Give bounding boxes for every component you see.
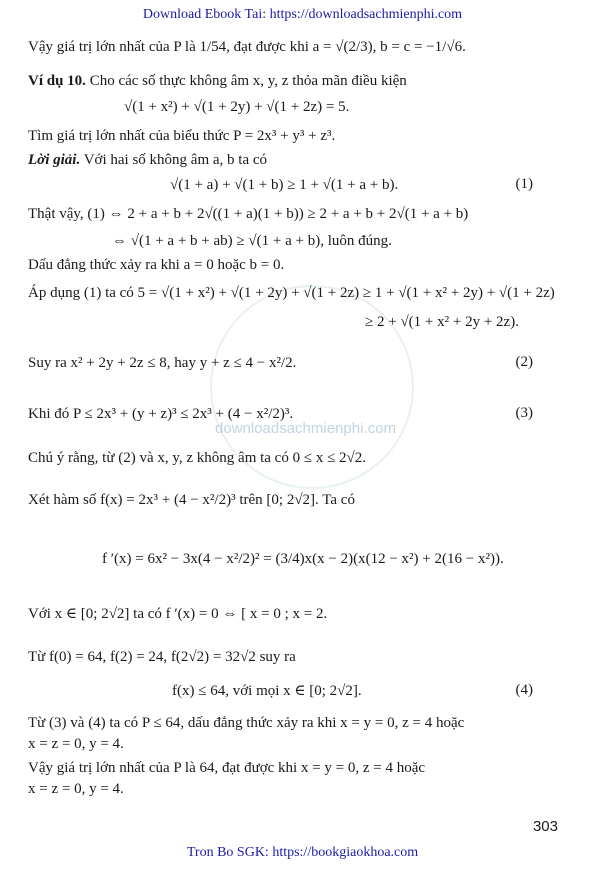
- watermark-text: downloadsachmienphi.com: [215, 420, 396, 437]
- example-heading: [28, 72, 407, 90]
- page-number: 303: [532, 818, 558, 835]
- example-text: Cho các số thực không âm x, y, z thỏa mãn điều kiện: [85, 73, 407, 89]
- proof-line-1: Thật vậy, (1) ⇔ 2 + a + b + 2√((1 + a)(1 + b)) ≥ 2 + a + b + 2√(1 + a + b): [28, 206, 469, 222]
- domain-note: Chú ý rằng, từ (2) và x, y, z không âm ta có 0 ≤ x ≤ 2√2.: [28, 450, 367, 466]
- solution-text: Với hai số không âm a, b ta có: [80, 152, 268, 168]
- proof-line-2: ⇔ √(1 + a + b + ab) ≥ √(1 + a + b), luôn đúng.: [112, 233, 392, 249]
- solution-heading: [28, 151, 267, 169]
- function-definition: Xét hàm số f(x) = 2x³ + (4 − x²/2)³ trên [0; 2√2]. Ta có: [28, 492, 355, 508]
- conclusion-line-1: Vậy giá trị lớn nhất của P là 64, đạt được khi x = y = 0, z = 4 hoặc: [28, 760, 426, 776]
- conclusion-line-2: x = z = 0, y = 4.: [28, 781, 124, 797]
- critical-points: Với x ∈ [0; 2√2] ta có f ′(x) = 0 ⇔ [ x = 0 ; x = 2.: [28, 606, 328, 622]
- constraint-equation: √(1 + x²) + √(1 + 2y) + √(1 + 2z) = 5.: [124, 99, 350, 115]
- inequality-3: Khi đó P ≤ 2x³ + (y + z)³ ≤ 2x³ + (4 − x²/2)³.: [28, 406, 294, 422]
- combine-line-1: Từ (3) và (4) ta có P ≤ 64, dấu đẳng thức xảy ra khi x = y = 0, z = 4 hoặc: [28, 715, 465, 731]
- apply-line-1: Áp dụng (1) ta có 5 = √(1 + x²) + √(1 + 2y) + √(1 + 2z) ≥ 1 + √(1 + x² + 2y) + √(1 + 2z): [28, 285, 555, 301]
- equality-condition: Dấu đẳng thức xảy ra khi a = 0 hoặc b = 0.: [28, 257, 285, 273]
- equation-number-4: (4): [515, 682, 533, 698]
- function-values: Từ f(0) = 64, f(2) = 24, f(2√2) = 32√2 suy ra: [28, 649, 296, 665]
- solution-label: Lời giải.: [28, 152, 81, 168]
- inequality-4: f(x) ≤ 64, với mọi x ∈ [0; 2√2].: [172, 683, 362, 699]
- footer-link[interactable]: Tron Bo SGK: https://bookgiaokhoa.com: [186, 845, 419, 860]
- inequality-2: Suy ra x² + 2y + 2z ≤ 8, hay y + z ≤ 4 − x²/2.: [28, 355, 297, 371]
- equation-number-2: (2): [515, 354, 533, 370]
- problem-statement: Tìm giá trị lớn nhất của biểu thức P = 2x³ + y³ + z³.: [28, 128, 336, 144]
- line-conclusion-prev: Vậy giá trị lớn nhất của P là 1/54, đạt được khi a = √(2/3), b = c = −1/√6.: [28, 39, 466, 55]
- header-link[interactable]: Download Ebook Tai: https://downloadsachmienphi.com: [142, 7, 463, 22]
- equation-number-3: (3): [515, 405, 533, 421]
- equation-number-1: (1): [515, 176, 533, 192]
- apply-line-2: ≥ 2 + √(1 + x² + 2y + 2z).: [365, 314, 519, 330]
- example-label: Ví dụ 10.: [28, 73, 86, 89]
- derivative-equation: f ′(x) = 6x² − 3x(4 − x²/2)² = (3/4)x(x − 2)(x(12 − x²) + 2(16 − x²)).: [102, 551, 504, 567]
- inequality-1: √(1 + a) + √(1 + b) ≥ 1 + √(1 + a + b).: [170, 177, 399, 193]
- combine-line-2: x = z = 0, y = 4.: [28, 736, 124, 752]
